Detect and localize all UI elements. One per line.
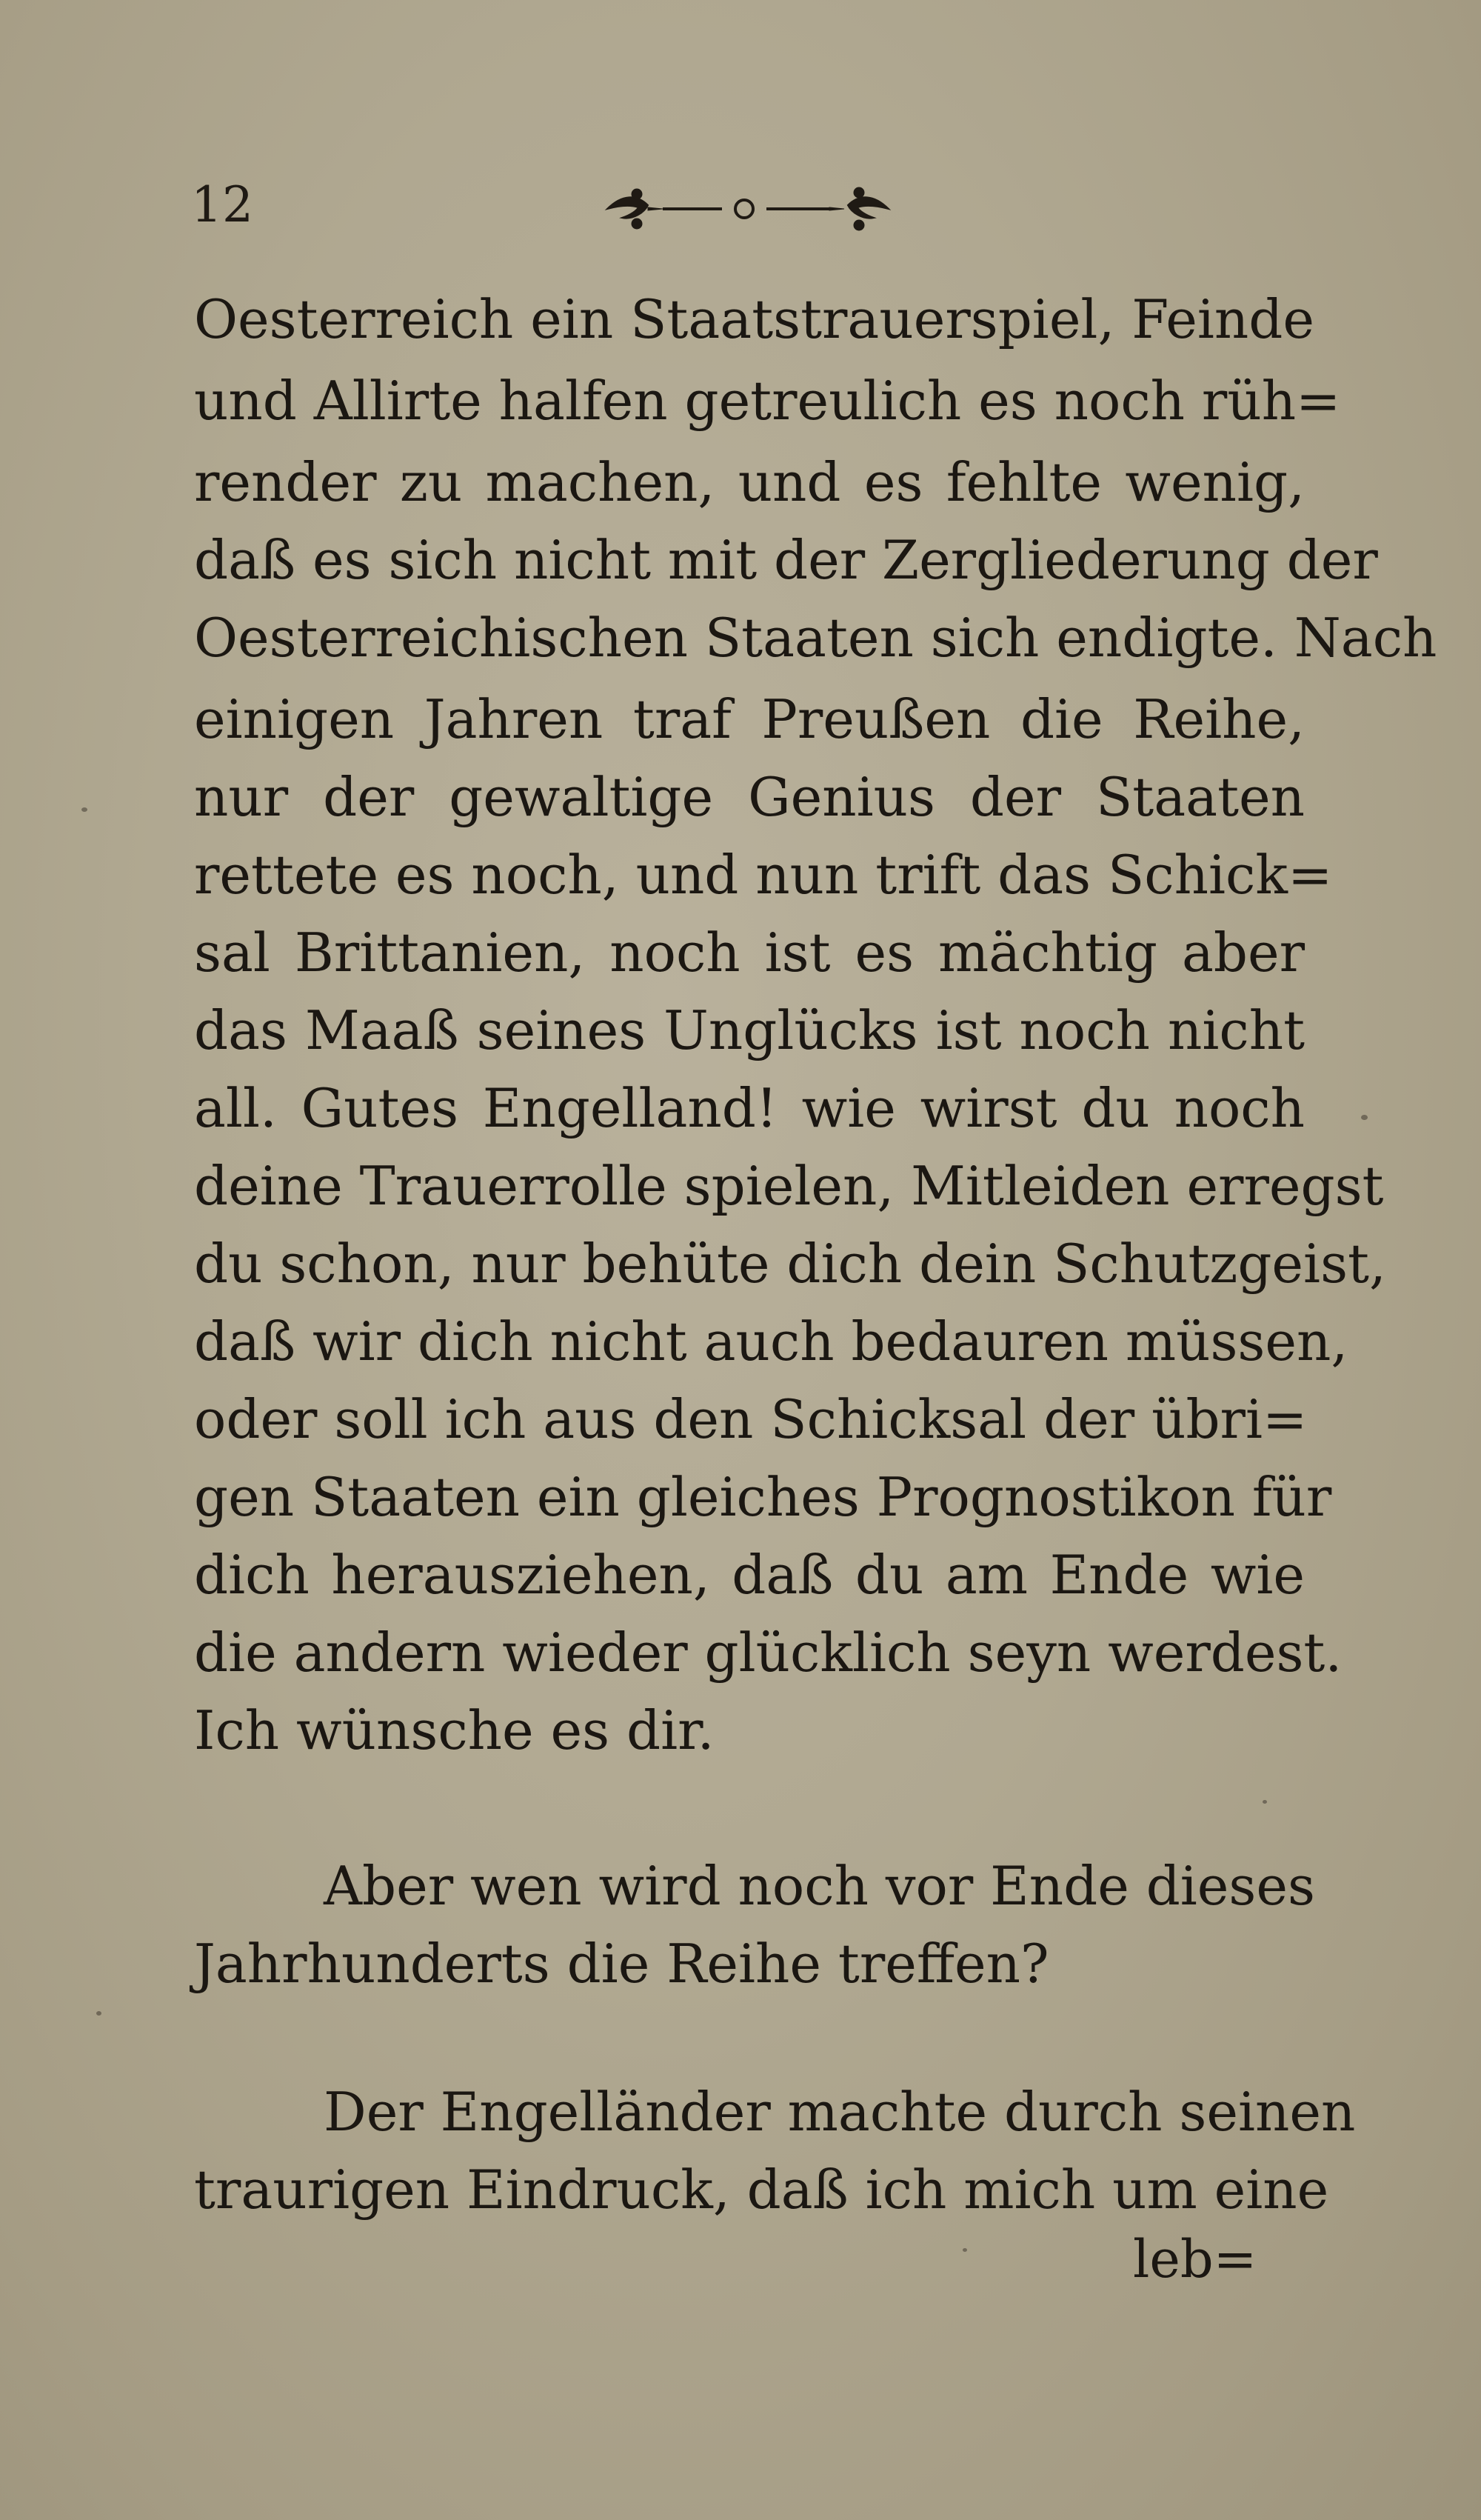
text-line: Oesterreichischen Staaten sich endigte. Nach	[194, 607, 1437, 669]
text-line: all. Gutes Engelland! wie wirst du noch	[194, 1077, 1305, 1139]
text-line: render zu machen, und es fehlte wenig,	[194, 451, 1305, 513]
text-line: gen Staaten ein gleiches Prognostikon für	[194, 1466, 1332, 1528]
text-line: dich herausziehen, daß du am Ende wie	[194, 1544, 1305, 1606]
text-line: daß es sich nicht mit der Zergliederung der	[194, 529, 1378, 591]
text-line: Jahrhunderts die Reihe treffen?	[194, 1933, 1049, 1995]
page-number: 12	[191, 176, 253, 233]
catchword: leb=	[1133, 2229, 1257, 2290]
paper-speck	[963, 2248, 967, 2252]
text-line: Oesterreich ein Staatstrauerspiel, Feinde	[194, 288, 1314, 350]
paper-speck	[1361, 1115, 1368, 1120]
text-line: einigen Jahren traf Preußen die Reihe,	[194, 688, 1305, 750]
text-line: du schon, nur behüte dich dein Schutzgeist,	[194, 1233, 1386, 1295]
text-line: sal Brittanien, noch ist es mächtig aber	[194, 921, 1305, 984]
text-line: die andern wieder glücklich seyn werdest.	[194, 1621, 1343, 1684]
paper-speck	[1263, 1800, 1267, 1804]
paper-speck	[81, 807, 87, 812]
paper-speck	[96, 2011, 101, 2016]
text-line: Aber wen wird noch vor Ende dieses	[324, 1855, 1315, 1917]
text-line: daß wir dich nicht auch bedauren müssen,	[194, 1310, 1348, 1373]
text-line: und Allirte halfen getreulich es noch rüh=	[194, 370, 1341, 432]
page-header	[0, 170, 1481, 259]
text-line: traurigen Eindruck, daß ich mich um eine	[194, 2159, 1329, 2221]
text-line: deine Trauerrolle spielen, Mitleiden erregst	[194, 1155, 1384, 1217]
text-line: Ich wünsche es dir.	[194, 1699, 715, 1761]
text-line: oder soll ich aus den Schicksal der übri=	[194, 1388, 1308, 1450]
text-line: Der Engelländer machte durch seinen	[324, 2081, 1356, 2143]
text-line: das Maaß seines Unglücks ist noch nicht	[194, 999, 1305, 1061]
printer-ornament-icon	[592, 179, 903, 239]
text-line: rettete es noch, und nun trift das Schick=	[194, 844, 1333, 906]
text-line: nur der gewaltige Genius der Staaten	[194, 766, 1305, 828]
